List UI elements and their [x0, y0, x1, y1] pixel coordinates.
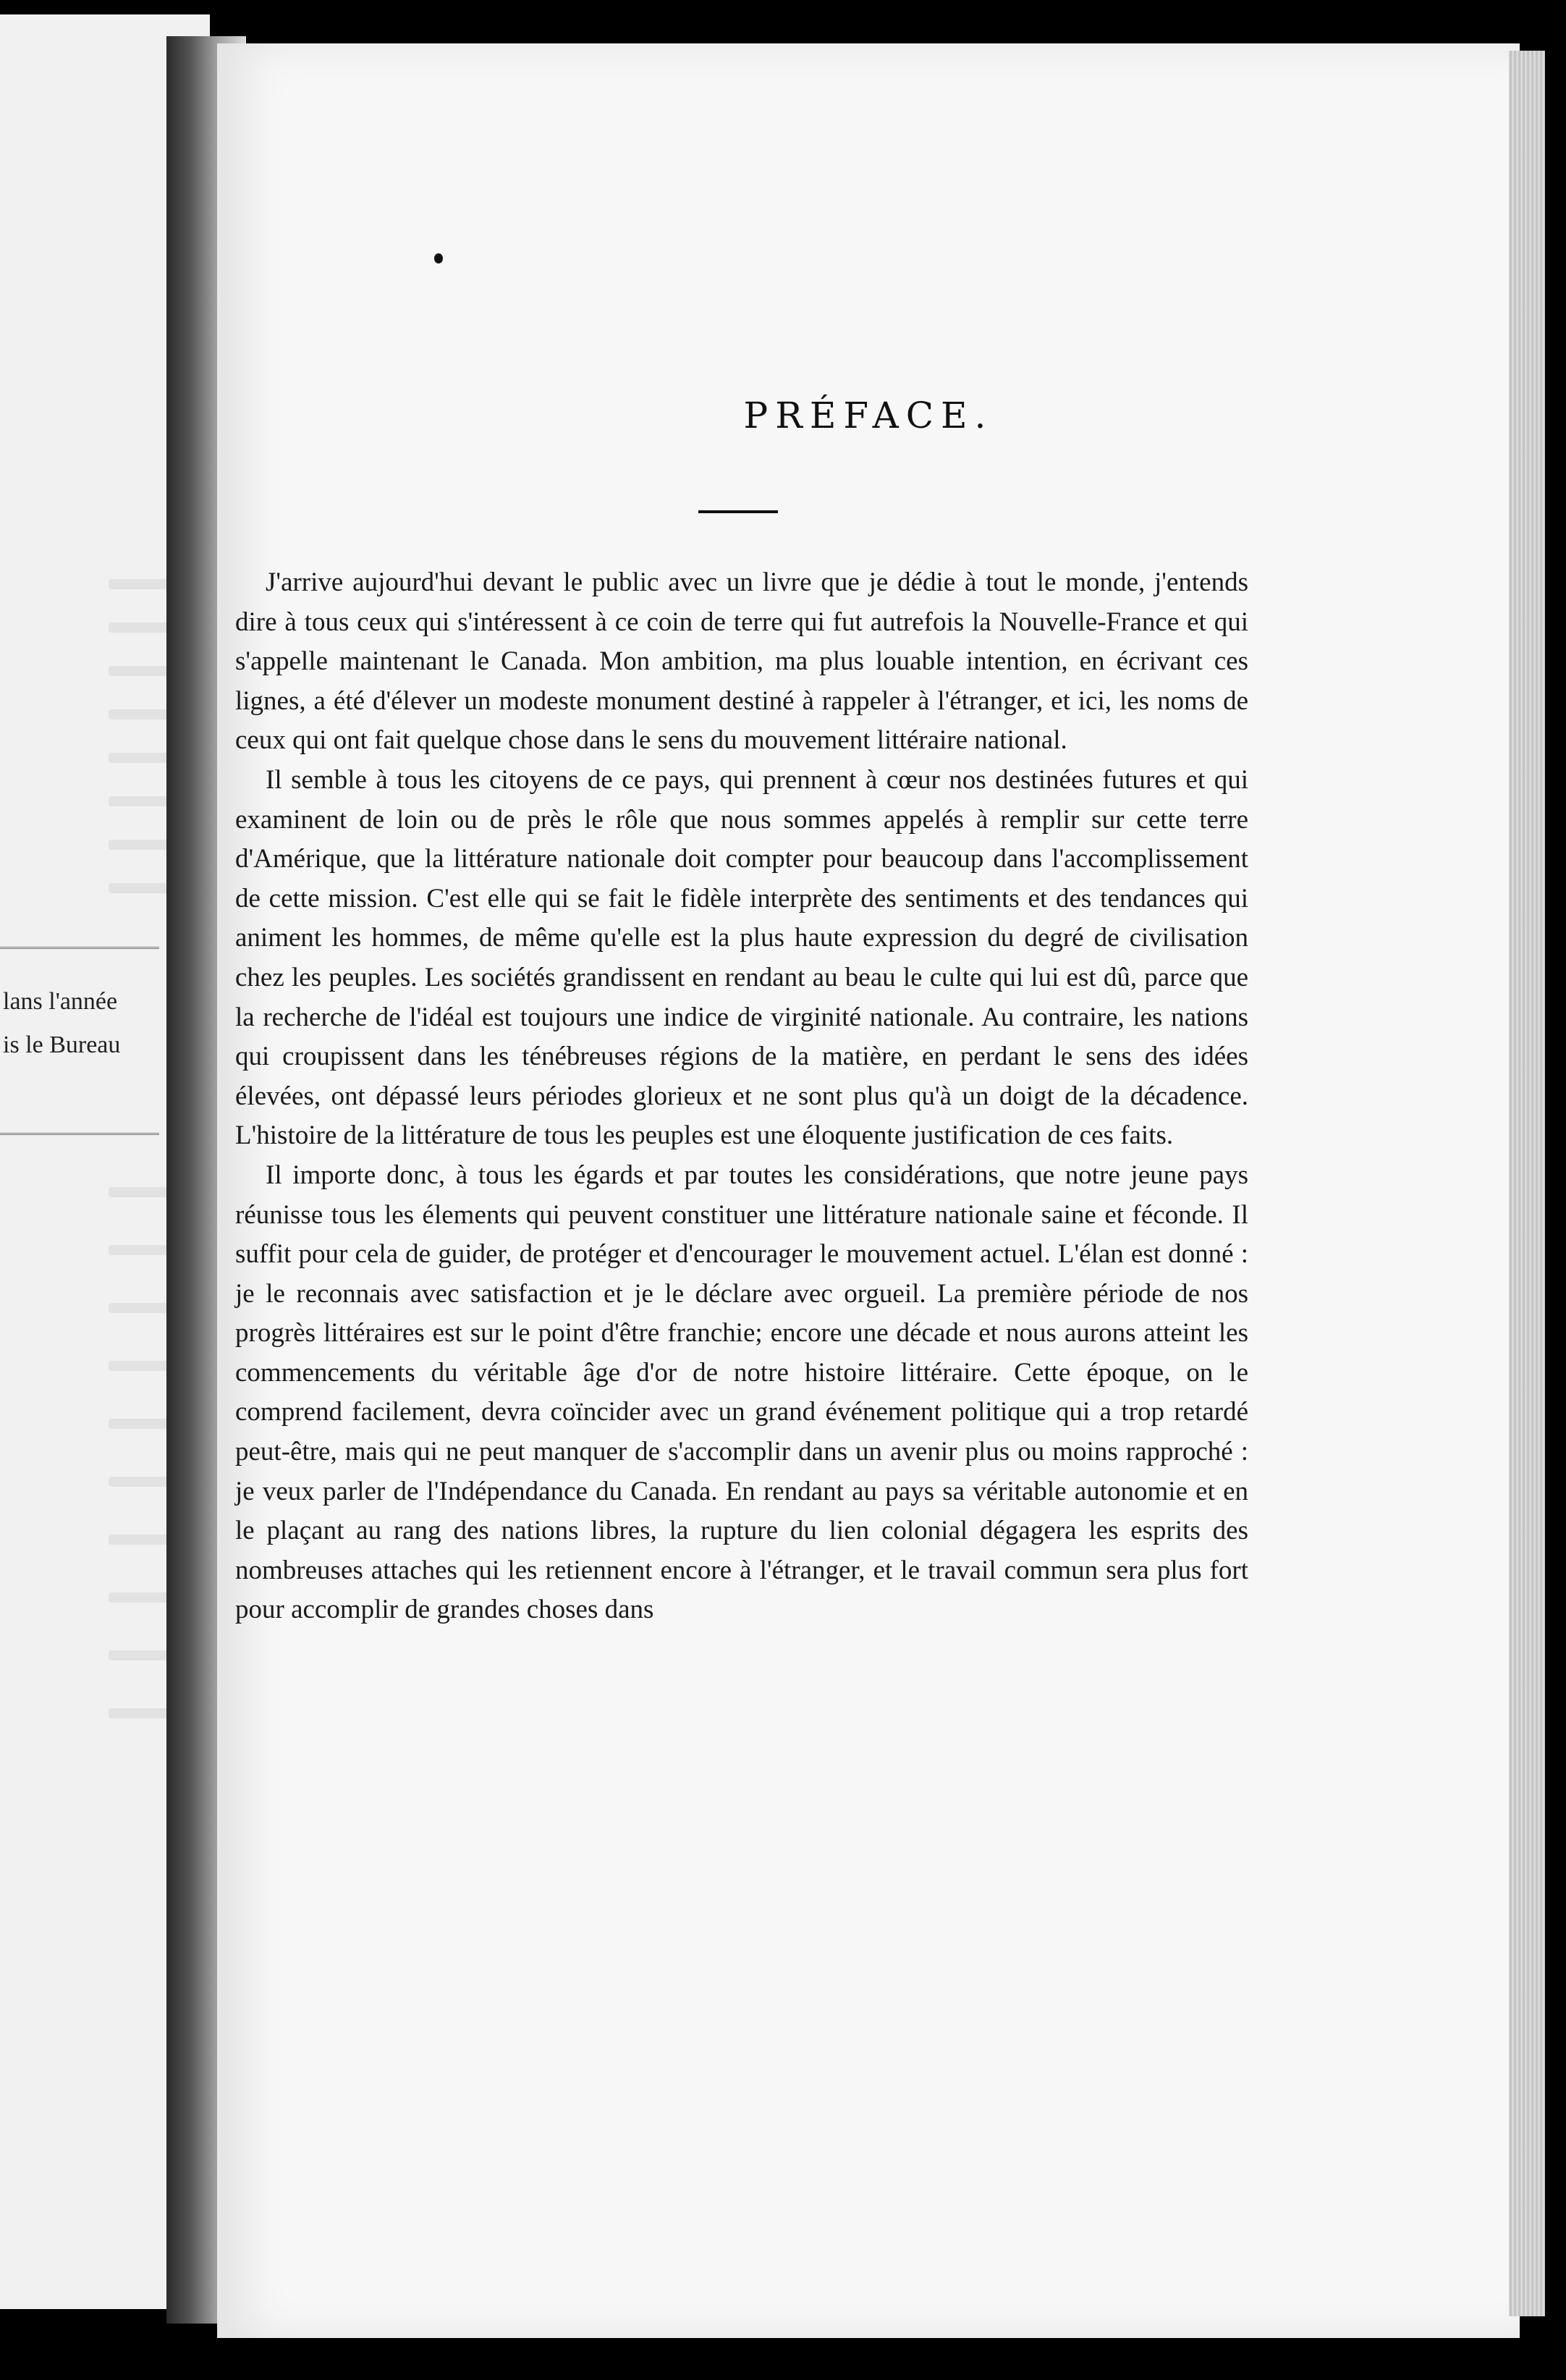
- paragraph: Il semble à tous les citoyens de ce pays, qui prennent à cœur nos destinées futures et qui examinent de loin ou de près le rôle que nous sommes appelés à remplir sur cette terre d'Amérique, que la littérature nationale doit compter pour beaucoup dans l'accomplissement de cette mission. C'est elle qui se fait le fidèle interprète des sentiments et des tendances qui animent les hommes, de même qu'elle est la plus haute expression du degré de civilisation chez les peuples. Les sociétés grandissent en rendant au beau le culte qui lui est dû, parce que la recherche de l'idéal est toujours une indice de virginité nationale. Au contraire, les nations qui croupissent dans les ténébreuses régions de la matière, en perdant le sens des idées élevées, ont dépassé leurs périodes glorieux et ne sont plus qu'à un doigt de la décadence. L'histoire de la littérature de tous les peuples est une éloquente justification de ces faits.: [235, 764, 1248, 1151]
- left-page-snippet: is le Bureau: [3, 1031, 121, 1058]
- title-rule: [698, 510, 778, 513]
- left-page-snippet: lans l'année: [3, 988, 118, 1015]
- left-page-rule-top: [0, 947, 159, 949]
- paragraph: J'arrive aujourd'hui devant le public avec un livre que je dédie à tout le monde, j'entends dire à tous ceux qui s'intéressent à ce coin de terre qui fut autrefois la Nouvelle-France et qui s'appelle maintenant le Canada. Mon ambition, ma plus louable intention, en écrivant ces lignes, a été d'élever un modeste monument destiné à rappeler à l'étranger, et ici, les noms de ceux qui ont fait quelque chose dans le sens du mouvement littéraire national.: [235, 567, 1248, 756]
- paragraph: Il importe donc, à tous les égards et par toutes les considérations, que notre jeune pays réunisse tous les élements qui peuvent constituer une littérature nationale saine et féconde. Il suffit pour cela de guider, de protéger et d'encourager le mouvement actuel. L'élan est donné : je le reconnais avec satisfaction et je le déclare avec orgueil. La première période de nos progrès littéraires est sur le point d'être franchie; encore une décade et nous aurons atteint les commencements du véritable âge d'or de notre histoire littéraire. Cette époque, on le comprend facilement, devra coïncider avec un grand événement politique qui a trop retardé peut-être, mais qui ne peut manquer de s'accomplir dans un avenir plus ou moins rapproché : je veux parler de l'Indépendance du Canada. En rendant au pays sa véritable autonomie et en le plaçant au rang des nations libres, la rupture du lien colonial dégagera les esprits des nombreuses attaches qui les retiennent encore à l'étranger, et le travail commun sera plus fort pour accomplir de grandes choses dans: [235, 1160, 1248, 1625]
- left-page-rule-bottom: [0, 1133, 159, 1135]
- ink-dot: [434, 253, 443, 263]
- page-edges: [1509, 51, 1545, 2316]
- page-title: PRÉFACE.: [743, 394, 994, 436]
- body-text: [235, 563, 1248, 1630]
